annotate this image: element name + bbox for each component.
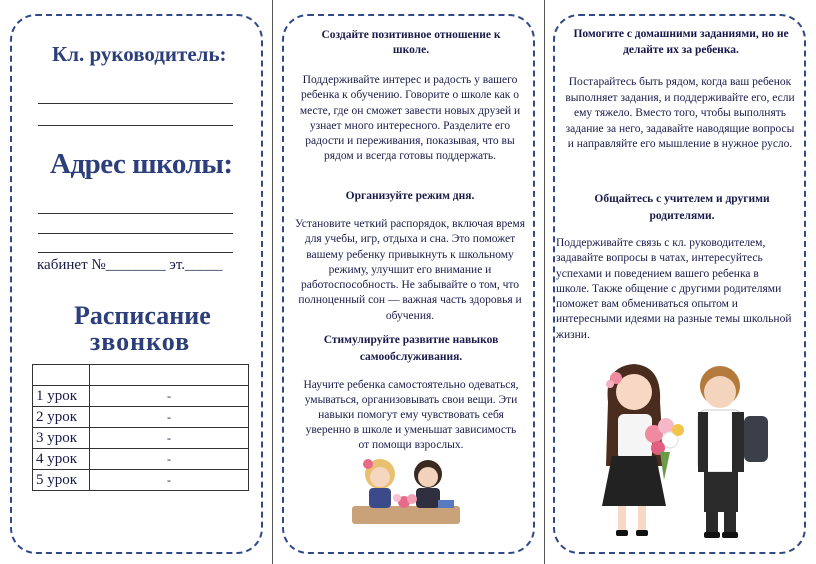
lesson-cell: 3 урок — [33, 428, 90, 449]
lesson-cell: 1 урок — [33, 386, 90, 407]
schedule-title-line-1: Расписание — [74, 301, 211, 330]
address-label: Адрес школы: — [50, 148, 233, 180]
bell-schedule-table — [32, 364, 249, 491]
teacher-label: Кл. руководитель: — [52, 42, 227, 66]
address-line-2 — [38, 233, 233, 234]
schedule-title — [74, 301, 211, 356]
table-row — [33, 449, 249, 470]
teacher-line-2 — [38, 125, 233, 126]
time-cell: - — [90, 470, 249, 491]
advice-text-selfcare: Научите ребенка самостоятельно одеваться, умываться, организовывать свои вещи. Эти навыки помогут ему чувствовать себя уверенно в школе и уменьшат зависимость от помощи взрослых. — [303, 379, 519, 451]
teacher-line-1 — [38, 103, 233, 104]
table-row — [33, 470, 249, 491]
time-cell: - — [90, 449, 249, 470]
time-cell: - — [90, 386, 249, 407]
table-header-row — [33, 365, 249, 386]
table-row — [33, 428, 249, 449]
schedule-title-line-2: звонков — [89, 327, 191, 356]
room-label: кабинет №________ эт._____ — [37, 257, 223, 273]
lesson-cell: 5 урок — [33, 470, 90, 491]
advice-text-positive: Поддерживайте интерес и радость у вашего ребенка к обучению. Говорите о школе как о месте, где он сможет завести новых друзей и узнает много интересного. Разделите его радости и переживания, показывая, что вы рядом и всегда готовы поддержать. — [299, 74, 521, 163]
advice-heading-positive: Создайте позитивное отношение к школе. — [321, 29, 501, 57]
children-at-desk-illustration — [352, 452, 460, 530]
advice-heading-homework: Помогите с домашними заданиями, но не делайте их за ребенка. — [573, 28, 789, 56]
lesson-cell: 4 урок — [33, 449, 90, 470]
table-row — [33, 386, 249, 407]
address-line-3 — [38, 252, 233, 253]
fold-line-right — [544, 0, 545, 564]
table-row — [33, 407, 249, 428]
advice-text-homework: Постарайтесь быть рядом, когда ваш ребенок выполняет задания, и поддерживайте его, если ему тяжело. Вместо того, чтобы выполнять задание за него, задавайте наводящие вопросы и направляйте его мышление в нужное русло. — [565, 76, 795, 150]
lesson-cell: 2 урок — [33, 407, 90, 428]
address-line-1 — [38, 213, 233, 214]
table-cell — [90, 365, 249, 386]
advice-heading-routine: Организуйте режим дня. — [345, 190, 475, 202]
time-cell: - — [90, 407, 249, 428]
fold-line-left — [272, 0, 273, 564]
time-cell: - — [90, 428, 249, 449]
advice-text-routine: Установите четкий распорядок, включая время для учебы, игр, отдыха и сна. Это поможет вашему ребенку привыкнуть к школьному режиму, улучшит его внимание и работоспособность. Не забывайте о том, что полноценный сон — важная часть здоровья и обучения. — [295, 218, 525, 322]
advice-heading-communicate: Общайтесь с учителем и другими родителями. — [594, 193, 770, 222]
table-cell — [33, 365, 90, 386]
advice-text-communicate: Поддерживайте связь с кл. руководителем, задавайте вопросы в чатах, интересуйтесь успехами и поведением вашего ребенка в школе. Также общение с другими родителями поможет вам обмениваться опытом и интересными идеями на разные темы школьной жизни. — [556, 237, 792, 341]
advice-heading-selfcare: Стимулируйте развитие навыков самообслуживания. — [323, 334, 499, 363]
children-with-flowers-illustration — [594, 356, 774, 540]
